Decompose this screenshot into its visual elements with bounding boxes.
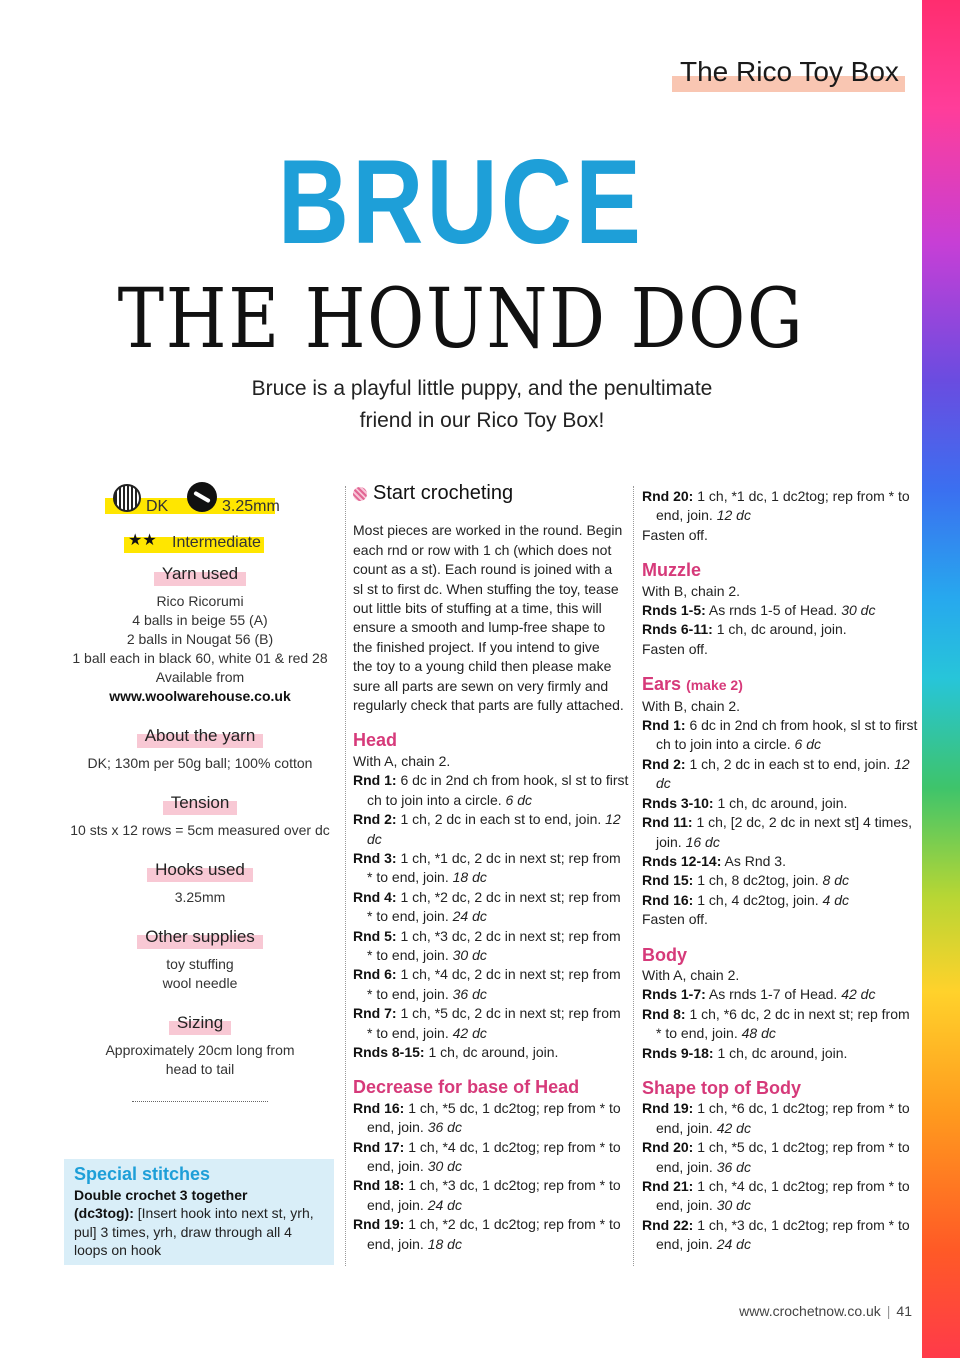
section-sizing: Sizing Approximately 20cm long from head to tail bbox=[105, 1013, 295, 1077]
instruction-line: Rnd 15: 1 ch, 8 dc2tog, join. 8 dc bbox=[642, 872, 850, 889]
instruction-line: Rnd 21: 1 ch, *4 dc, 1 dc2tog; rep from * to end, join. 30 dc bbox=[642, 1178, 910, 1214]
instruction-line: Rnd 1: 6 dc in 2nd ch from hook, sl st to first ch to join into a circle. 6 dc bbox=[642, 717, 918, 753]
instruction-line: Rnd 2: 1 ch, 2 dc in each st to end, join. 12 dc bbox=[353, 811, 621, 847]
instruction-line: Rnds 1-5: As rnds 1-5 of Head. 30 dc bbox=[642, 602, 876, 619]
heading-muzzle: Muzzle bbox=[642, 560, 702, 581]
instruction-line: Rnd 7: 1 ch, *5 dc, 2 dc in next st; rep from * to end, join. 42 dc bbox=[353, 1005, 621, 1041]
instruction-line: Rnd 5: 1 ch, *3 dc, 2 dc in next st; rep from * to end, join. 30 dc bbox=[353, 927, 621, 963]
instruction-line: Rnd 8: 1 ch, *6 dc, 2 dc in next st; rep from * to end, join. 48 dc bbox=[642, 1005, 910, 1042]
section-hooks: Hooks used 3.25mm bbox=[60, 856, 340, 907]
instruction-line: Rnds 6-11: 1 ch, dc around, join. bbox=[642, 621, 847, 638]
crochet-hook-icon bbox=[187, 482, 217, 512]
footer-url[interactable]: www.crochetnow.co.uk bbox=[739, 1303, 881, 1319]
instruction-line: Rnd 4: 1 ch, *2 dc, 2 dc in next st; rep from * to end, join. 24 dc bbox=[353, 888, 621, 925]
decrease-instructions bbox=[353, 1099, 629, 1254]
instruction-line: Rnds 1-7: As rnds 1-7 of Head. 42 dc bbox=[642, 986, 876, 1003]
paragraph-line: count as a st). Each round is joined with a bbox=[353, 561, 613, 578]
body-instructions bbox=[642, 966, 918, 1063]
page-footer: www.crochetnow.co.uk | 41 bbox=[739, 1303, 912, 1319]
paragraph-line: the toy to a young child then please make bbox=[353, 658, 612, 675]
special-stitches-title: Special stitches bbox=[74, 1164, 211, 1184]
instruction-line: Rnd 18: 1 ch, *3 dc, 1 dc2tog; rep from * to end, join. 24 dc bbox=[353, 1177, 621, 1213]
dotted-divider bbox=[132, 1095, 268, 1102]
heading-decrease: Decrease for base of Head bbox=[353, 1077, 580, 1098]
start-heading: Start crocheting bbox=[353, 484, 629, 503]
difficulty-stars: ★★ bbox=[128, 532, 157, 549]
instruction-line: Rnds 8-15: 1 ch, dc around, join. bbox=[353, 1043, 559, 1060]
section-about-yarn: About the yarn DK; 130m per 50g ball; 100% cotton bbox=[87, 726, 313, 771]
section-supplies: Other supplies toy stuffing wool needle bbox=[60, 923, 340, 993]
instruction-line: Rnd 2: 1 ch, 2 dc in each st to end, join. 12 dc bbox=[642, 755, 910, 792]
title-sub: THE HOUND DOG bbox=[117, 272, 805, 367]
hook-size: 3.25mm bbox=[222, 498, 280, 515]
section-title: Tension bbox=[163, 793, 238, 812]
instruction-line: Fasten off. bbox=[642, 911, 708, 928]
heading-head: Head bbox=[353, 730, 398, 751]
level-row bbox=[60, 520, 340, 560]
spec-row bbox=[60, 480, 340, 520]
difficulty-level: Intermediate bbox=[172, 534, 261, 551]
instruction-line: Fasten off. bbox=[642, 526, 708, 543]
instruction-line: Rnd 3: 1 ch, *1 dc, 2 dc in next st; rep from * to end, join. 18 dc bbox=[353, 849, 621, 886]
yarn-weight: DK bbox=[146, 498, 169, 515]
column-divider bbox=[633, 486, 634, 1266]
paragraph-line: each rnd or row with 1 ch (which does not bbox=[353, 541, 612, 558]
muzzle-instructions bbox=[642, 582, 918, 660]
instruction-line: Rnd 1: 6 dc in 2nd ch from hook, sl st to first ch to join into a circle. 6 dc bbox=[353, 772, 629, 808]
instruction-line: Rnd 11: 1 ch, [2 dc, 2 dc in next st] 4 times, join. 16 dc bbox=[642, 814, 913, 850]
instruction-line: With B, chain 2. bbox=[642, 697, 741, 714]
series-tag-text: The Rico Toy Box bbox=[680, 56, 899, 87]
heading-shape-top: Shape top of Body bbox=[642, 1077, 801, 1098]
shape-instructions bbox=[642, 1099, 918, 1254]
paragraph-line: regularly check that parts are fully attached. bbox=[353, 697, 624, 714]
section-title: Other supplies bbox=[137, 927, 263, 946]
head-continued bbox=[642, 487, 918, 545]
paragraph-line: Most pieces are worked in the round. Begin bbox=[353, 522, 623, 539]
yarn-ball-icon bbox=[353, 487, 367, 501]
instruction-line: Fasten off. bbox=[642, 640, 708, 657]
instruction-line: Rnd 6: 1 ch, *4 dc, 2 dc in next st; rep from * to end, join. 36 dc bbox=[353, 966, 621, 1002]
section-title: Hooks used bbox=[147, 860, 253, 879]
special-stitches-box: Special stitches Double crochet 3 together (dc3tog): [Insert hook into next st, yrh, pul] 3 times, yrh, draw through all 4 loops on hook bbox=[64, 1159, 334, 1265]
instruction-line: Rnd 19: 1 ch, *2 dc, 1 dc2tog; rep from * to end, join. 18 dc bbox=[353, 1216, 621, 1252]
series-tag bbox=[672, 56, 905, 92]
instruction-line: Rnd 20: 1 ch, *1 dc, 1 dc2tog; rep from * to end, join. 12 dc bbox=[642, 488, 910, 524]
head-instructions bbox=[353, 752, 629, 1063]
page-number: 41 bbox=[896, 1303, 912, 1319]
instruction-line: Rnds 9-18: 1 ch, dc around, join. bbox=[642, 1044, 848, 1061]
paragraph-line: the finished project. If you intend to give bbox=[353, 638, 600, 655]
supplier-link[interactable]: www.woolwarehouse.co.uk bbox=[109, 688, 291, 704]
section-tension: Tension 10 sts x 12 rows = 5cm measured over dc bbox=[70, 793, 330, 838]
instruction-line: Rnd 16: 1 ch, *5 dc, 1 dc2tog; rep from * to end, join. 36 dc bbox=[353, 1099, 621, 1136]
intro-paragraph bbox=[353, 521, 629, 715]
intro-text: Bruce is a playful little puppy, and the penultimate friend in our Rico Toy Box! bbox=[251, 377, 713, 432]
title-main: BRUCE bbox=[277, 135, 645, 269]
yarn-ball-icon bbox=[113, 484, 141, 512]
instruction-line: With B, chain 2. bbox=[642, 582, 741, 599]
paragraph-line: sure all parts are sewn on very firmly and bbox=[353, 677, 609, 694]
instruction-line: Rnd 16: 1 ch, 4 dc2tog, join. 4 dc bbox=[642, 891, 850, 908]
instruction-line: Rnd 19: 1 ch, *6 dc, 1 dc2tog; rep from * to end, join. 42 dc bbox=[642, 1100, 910, 1136]
instruction-line: Rnds 3-10: 1 ch, dc around, join. bbox=[642, 794, 848, 811]
instruction-line: Rnd 20: 1 ch, *5 dc, 1 dc2tog; rep from * to end, join. 36 dc bbox=[642, 1139, 910, 1175]
section-title: Sizing bbox=[169, 1013, 231, 1032]
pattern-column-3 bbox=[642, 487, 918, 1255]
instruction-line: With A, chain 2. bbox=[642, 966, 740, 983]
instruction-line: Rnd 22: 1 ch, *3 dc, 1 dc2tog; rep from * to end, join. 24 dc bbox=[642, 1216, 910, 1253]
instruction-line: Rnds 12-14: As Rnd 3. bbox=[642, 852, 786, 869]
heading-body: Body bbox=[642, 944, 687, 965]
rainbow-edge-strip bbox=[922, 0, 960, 1358]
ears-instructions bbox=[642, 697, 918, 930]
section-title: About the yarn bbox=[137, 726, 264, 745]
section-yarn-used: Yarn used Rico Ricorumi 4 balls in beige 55 (A) 2 balls in Nougat 56 (B) 1 ball each in black 60, white 01 & red 28 Available from www.woolwarehouse.co.uk bbox=[60, 560, 340, 706]
paragraph-line: out little bits of stuffing at a time, this will bbox=[353, 600, 602, 617]
heading-ears: Ears (make 2) bbox=[642, 674, 743, 695]
paragraph-line: sl st to first dc. When stuffing the toy, tease bbox=[353, 580, 619, 597]
paragraph-line: ensure a smooth and lump-free shape to bbox=[353, 619, 606, 636]
instruction-line: Rnd 17: 1 ch, *4 dc, 1 dc2tog; rep from * to end, join. 30 dc bbox=[353, 1138, 621, 1174]
instruction-line: With A, chain 2. bbox=[353, 752, 451, 769]
section-title: Yarn used bbox=[154, 564, 246, 583]
pattern-column-2 bbox=[353, 484, 629, 1254]
info-column bbox=[60, 480, 340, 1102]
column-divider bbox=[345, 486, 346, 1266]
